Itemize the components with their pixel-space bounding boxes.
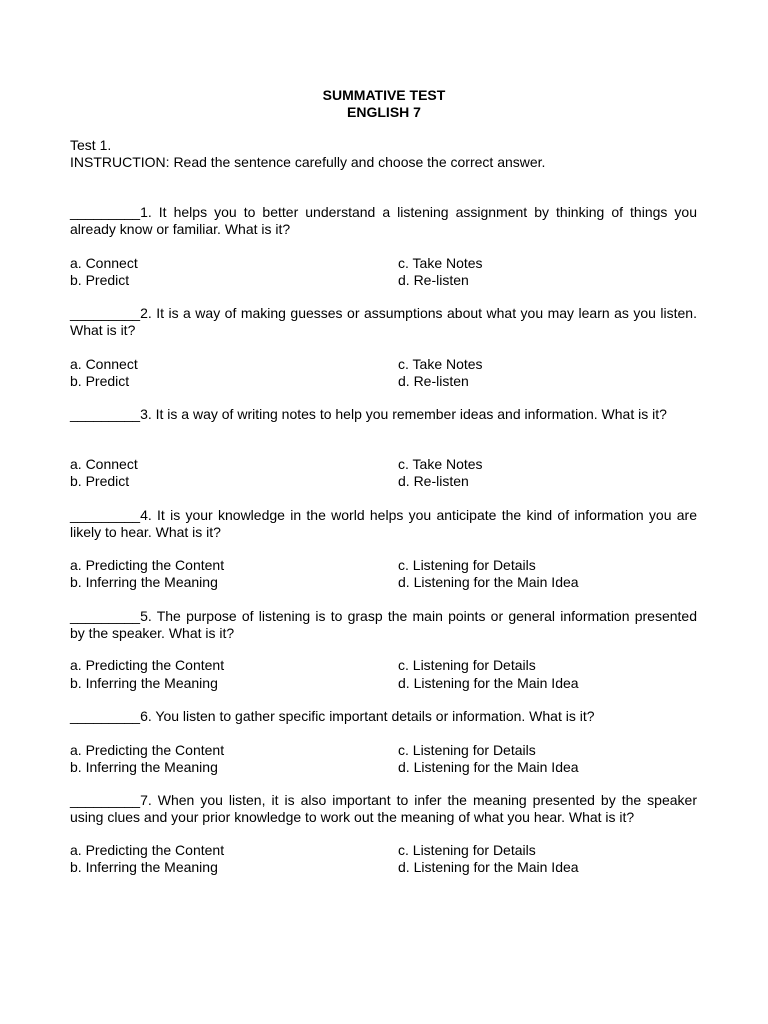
question-7: _________7. When you listen, it is also important to infer the meaning presented by the speaker using clues and your prior knowledge to work out the meaning of what you hear. What is it? (70, 792, 697, 825)
question-4-option-a: a. Predicting the Content (70, 557, 225, 573)
question-1-option-d: d. Re-listen (398, 272, 469, 288)
question-6-option-c: c. Listening for Details (398, 742, 536, 758)
question-6-option-d: d. Listening for the Main Idea (398, 759, 579, 775)
question-6: _________6. You listen to gather specific important details or information. What is it? (70, 708, 595, 724)
question-5-option-d: d. Listening for the Main Idea (398, 675, 579, 691)
question-4-option-d: d. Listening for the Main Idea (398, 574, 579, 590)
question-2: _________2. It is a way of making guesses or assumptions about what you may learn as you listen. What is it? (70, 305, 697, 338)
question-2-option-d: d. Re-listen (398, 373, 469, 389)
question-3-option-b: b. Predict (70, 473, 130, 489)
question-6-option-b: b. Inferring the Meaning (70, 759, 218, 775)
question-7-option-a: a. Predicting the Content (70, 842, 225, 858)
question-3-option-d: d. Re-listen (398, 473, 469, 489)
question-3-option-a: a. Connect (70, 456, 138, 472)
question-2-option-a: a. Connect (70, 356, 138, 372)
question-1: _________1. It helps you to better understand a listening assignment by thinking of things you already know or familiar. What is it? (70, 204, 697, 237)
question-1-option-b: b. Predict (70, 272, 130, 288)
question-3-option-c: c. Take Notes (398, 456, 483, 472)
document-subtitle: ENGLISH 7 (347, 104, 421, 120)
question-1-option-a: a. Connect (70, 255, 138, 271)
question-3: _________3. It is a way of writing notes to help you remember ideas and information. What is it? (70, 406, 667, 422)
question-4: _________4. It is your knowledge in the world helps you anticipate the kind of information you are likely to hear. What is it? (70, 507, 697, 540)
document-title: SUMMATIVE TEST (322, 87, 446, 103)
question-6-option-a: a. Predicting the Content (70, 742, 225, 758)
question-5-option-a: a. Predicting the Content (70, 657, 225, 673)
question-5-option-c: c. Listening for Details (398, 657, 536, 673)
question-5: _________5. The purpose of listening is to grasp the main points or general information presented by the speaker. What is it? (70, 608, 697, 641)
test-label: Test 1. (70, 137, 112, 153)
question-4-option-b: b. Inferring the Meaning (70, 574, 218, 590)
question-7-option-d: d. Listening for the Main Idea (398, 859, 579, 875)
test-instruction: INSTRUCTION: Read the sentence carefully and choose the correct answer. (70, 154, 546, 170)
question-4-option-c: c. Listening for Details (398, 557, 536, 573)
question-2-option-c: c. Take Notes (398, 356, 483, 372)
question-7-option-c: c. Listening for Details (398, 842, 536, 858)
question-1-option-c: c. Take Notes (398, 255, 483, 271)
question-5-option-b: b. Inferring the Meaning (70, 675, 218, 691)
question-2-option-b: b. Predict (70, 373, 130, 389)
question-7-option-b: b. Inferring the Meaning (70, 859, 218, 875)
